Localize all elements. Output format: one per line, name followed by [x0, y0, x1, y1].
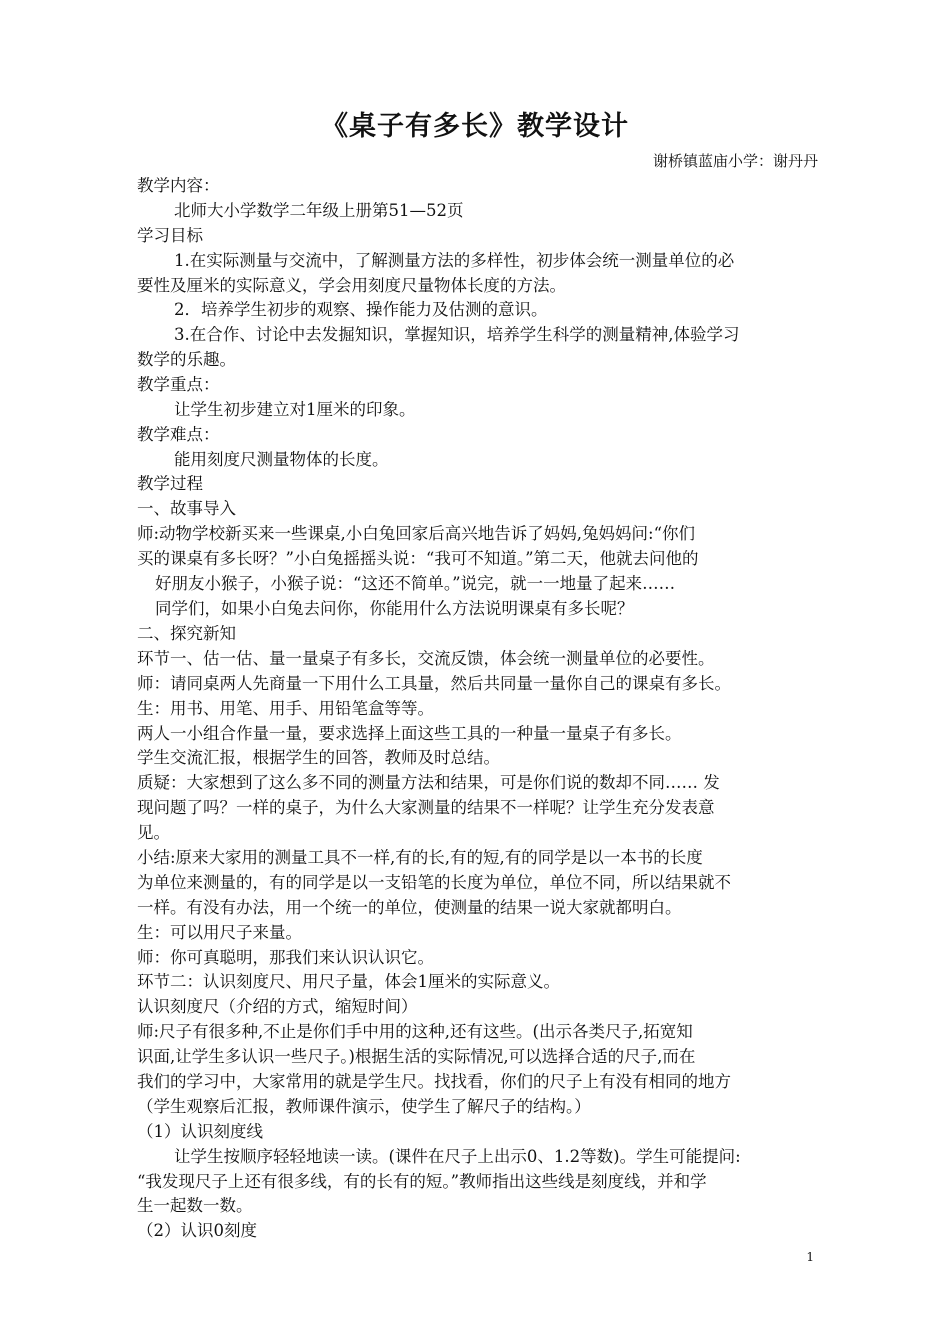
text-line: 我们的学习中，大家常用的就是学生尺。找找看，你们的尺子上有没有相同的地方 [137, 1072, 731, 1091]
text-line: 教学内容： [137, 176, 220, 195]
text-line: （学生观察后汇报，教师课件演示，使学生了解尺子的结构。） [137, 1097, 591, 1116]
text-line: 学生交流汇报，根据学生的回答，教师及时总结。 [137, 748, 500, 767]
text-line: 2．培养学生初步的观察、操作能力及估测的意识。 [174, 300, 548, 319]
text-line: 师:尺子有很多种,不止是你们手中用的这种,还有这些。(出示各类尺子,拓宽知 [137, 1022, 693, 1041]
author-line: 谢桥镇蓝庙小学：谢丹丹 [652, 152, 818, 170]
text-line: 一样。有没有办法，用一个统一的单位，使测量的结果一说大家就都明白。 [137, 898, 682, 917]
text-line: 好朋友小猴子，小猴子说：“这还不简单。”说完，就一一地量了起来…… [155, 574, 676, 593]
text-line: 北师大小学数学二年级上册第51—52页 [174, 201, 464, 220]
text-line: 3.在合作、讨论中去发掘知识，掌握知识，培养学生科学的测量精神,体验学习 [174, 325, 740, 344]
text-line: 为单位来测量的，有的同学是以一支铅笔的长度为单位，单位不同，所以结果就不 [137, 873, 731, 892]
text-line: 同学们，如果小白兔去问你，你能用什么方法说明课桌有多长呢？ [155, 599, 634, 618]
text-line: “我发现尺子上还有很多线，有的长有的短。”教师指出这些线是刻度线，并和学 [137, 1172, 707, 1191]
text-line: 生：可以用尺子来量。 [137, 923, 302, 942]
page-number: 1 [806, 1250, 814, 1264]
text-line: 教学难点： [137, 425, 220, 444]
text-line: 见。 [137, 823, 170, 842]
text-line: 学习目标 [137, 226, 203, 245]
text-line: 小结:原来大家用的测量工具不一样,有的长,有的短,有的同学是以一本书的长度 [137, 848, 703, 867]
text-line: 让学生按顺序轻轻地读一读。(课件在尺子上出示0、1.2等数)。学生可能提问: [174, 1147, 741, 1166]
text-line: （2）认识0刻度 [137, 1221, 257, 1240]
text-line: 环节一、估一估、量一量桌子有多长，交流反馈，体会统一测量单位的必要性。 [137, 649, 715, 668]
text-line: 1.在实际测量与交流中，了解测量方法的多样性，初步体会统一测量单位的必 [174, 251, 735, 270]
text-line: 教学重点： [137, 375, 220, 394]
document-title: 《桌子有多长》教学设计 [321, 111, 629, 142]
text-line: 数学的乐趣。 [137, 350, 236, 369]
text-line: 买的课桌有多长呀？”小白兔摇摇头说：“我可不知道。”第二天，他就去问他的 [137, 549, 699, 568]
text-line: （1）认识刻度线 [137, 1122, 263, 1141]
text-line: 质疑：大家想到了这么多不同的测量方法和结果，可是你们说的数却不同…… 发 [137, 773, 720, 792]
text-line: 教学过程 [137, 474, 203, 493]
text-line: 两人一小组合作量一量，要求选择上面这些工具的一种量一量桌子有多长。 [137, 724, 682, 743]
text-line: 能用刻度尺测量物体的长度。 [174, 450, 389, 469]
text-line: 认识刻度尺（介绍的方式，缩短时间） [137, 997, 418, 1016]
text-line: 环节二：认识刻度尺、用尺子量，体会1厘米的实际意义。 [137, 972, 560, 991]
text-line: 师:动物学校新买来一些课桌,小白兔回家后高兴地告诉了妈妈,兔妈妈问:“你们 [137, 524, 696, 543]
text-line: 生一起数一数。 [137, 1196, 253, 1215]
text-line: 师：请同桌两人先商量一下用什么工具量，然后共同量一量你自己的课桌有多长。 [137, 674, 731, 693]
text-line: 生：用书、用笔、用手、用铅笔盒等等。 [137, 699, 434, 718]
text-line: 识面,让学生多认识一些尺子。)根据生活的实际情况,可以选择合适的尺子,而在 [137, 1047, 696, 1066]
text-line: 让学生初步建立对1厘米的印象。 [174, 400, 416, 419]
text-line: 要性及厘米的实际意义，学会用刻度尺量物体长度的方法。 [137, 276, 566, 295]
text-line: 一、故事导入 [137, 499, 236, 518]
text-line: 师：你可真聪明，那我们来认识认识它。 [137, 948, 434, 967]
text-line: 现问题了吗？一样的桌子，为什么大家测量的结果不一样呢？让学生充分发表意 [137, 798, 715, 817]
text-line: 二、探究新知 [137, 624, 236, 643]
